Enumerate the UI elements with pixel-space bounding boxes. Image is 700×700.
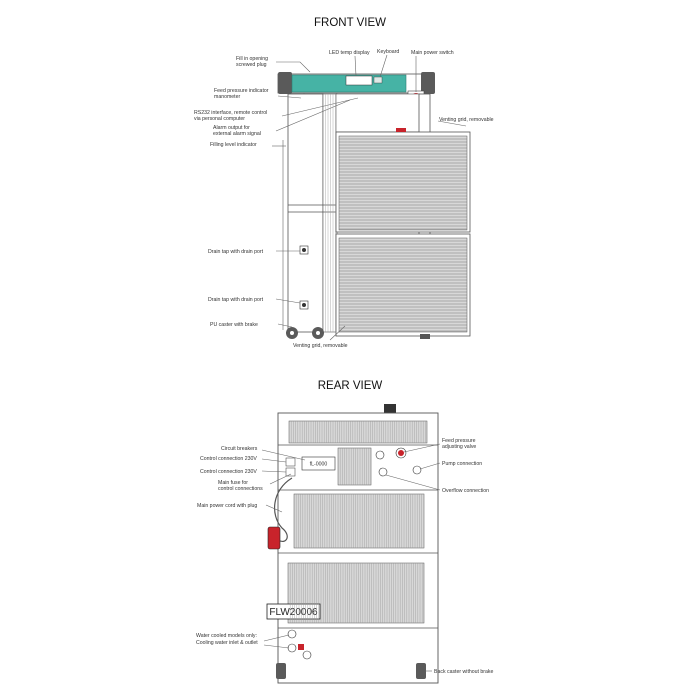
rear-caster-right (416, 663, 426, 679)
label-filling-level: Filling level indicator (210, 142, 257, 148)
label-alarm-line1: Alarm output for (213, 125, 250, 131)
label-led-display: LED temp display (329, 50, 370, 56)
front-foot (420, 334, 430, 339)
rear-small-grid (338, 448, 371, 485)
overflow-connector (379, 468, 387, 476)
rear-connector-left (376, 451, 384, 459)
label-overflow: Overflow connection (442, 488, 489, 494)
label-drain-tap-upper: Drain tap with drain port (208, 249, 264, 255)
cooling-water-outlet (288, 644, 296, 652)
venting-grid-upper (339, 136, 467, 230)
grid-handle (396, 128, 406, 132)
venting-grid-lower (339, 238, 467, 332)
label-venting-grid-top: Venting grid, removable (439, 117, 494, 123)
label-pump-connection: Pump connection (442, 461, 483, 467)
rear-view-title: REAR VIEW (317, 380, 383, 392)
rear-caster-left (276, 663, 286, 679)
display-value: fL-0000 (309, 461, 328, 468)
label-alarm-line2: external alarm signal (213, 131, 261, 137)
rear-middle-grid (294, 494, 424, 548)
label-main-power-switch: Main power switch (411, 50, 454, 56)
water-connection-marker (298, 644, 304, 650)
label-screwed-plug: screwed plug (236, 62, 267, 68)
label-venting-grid-bottom: Venting grid, removable (293, 343, 348, 349)
power-plug (268, 527, 280, 549)
label-fill-opening: Fill in opening (236, 56, 269, 62)
front-upper-panel (336, 94, 420, 132)
cooling-water-inlet (288, 630, 296, 638)
front-left-column (288, 94, 323, 332)
front-inner-column (323, 94, 337, 332)
keyboard (374, 77, 382, 83)
label-control-230-1: Control connection 230V (200, 456, 257, 462)
label-back-caster: Back caster without brake (434, 669, 494, 675)
label-main-power-cord: Main power cord with plug (197, 503, 258, 509)
label-feed-pressure-line1: Feed pressure (442, 438, 476, 444)
label-rs232-line1: RS232 interface, remote control (194, 110, 268, 116)
label-water-cooled-line1: Water cooled models only: (196, 633, 257, 639)
label-feed-pressure-line2: adjusting valve (442, 444, 477, 450)
control-socket-1 (286, 458, 295, 466)
label-main-fuse-line2: control connections (218, 486, 263, 492)
label-caster-brake: PU caster with brake (210, 322, 258, 328)
label-feed-pressure: Feed pressure indicator (214, 88, 269, 94)
label-water-cooled-line2: Cooling water inlet & outlet (196, 640, 258, 646)
label-rs232-line2: via personal computer (194, 116, 246, 122)
label-keyboard: Keyboard (377, 49, 400, 55)
label-main-fuse-line1: Main fuse for (218, 480, 248, 486)
model-tag-text: FLW20006 (269, 607, 318, 618)
front-top-right-corner (421, 72, 435, 94)
front-view-title: FRONT VIEW (314, 17, 386, 29)
front-unit (278, 72, 470, 339)
rear-drain-connector (303, 651, 311, 659)
rear-top-grid (289, 421, 427, 443)
label-manometer: manometer (214, 94, 241, 100)
label-circuit-breakers: Circuit breakers (221, 446, 258, 452)
label-control-230-2: Control connection 230V (200, 469, 257, 475)
rear-unit (267, 404, 438, 683)
label-drain-tap-lower: Drain tap with drain port (208, 297, 264, 303)
pump-connector (413, 466, 421, 474)
led-display (346, 76, 372, 85)
front-top-left-corner (278, 72, 292, 94)
control-socket-2 (286, 468, 295, 476)
